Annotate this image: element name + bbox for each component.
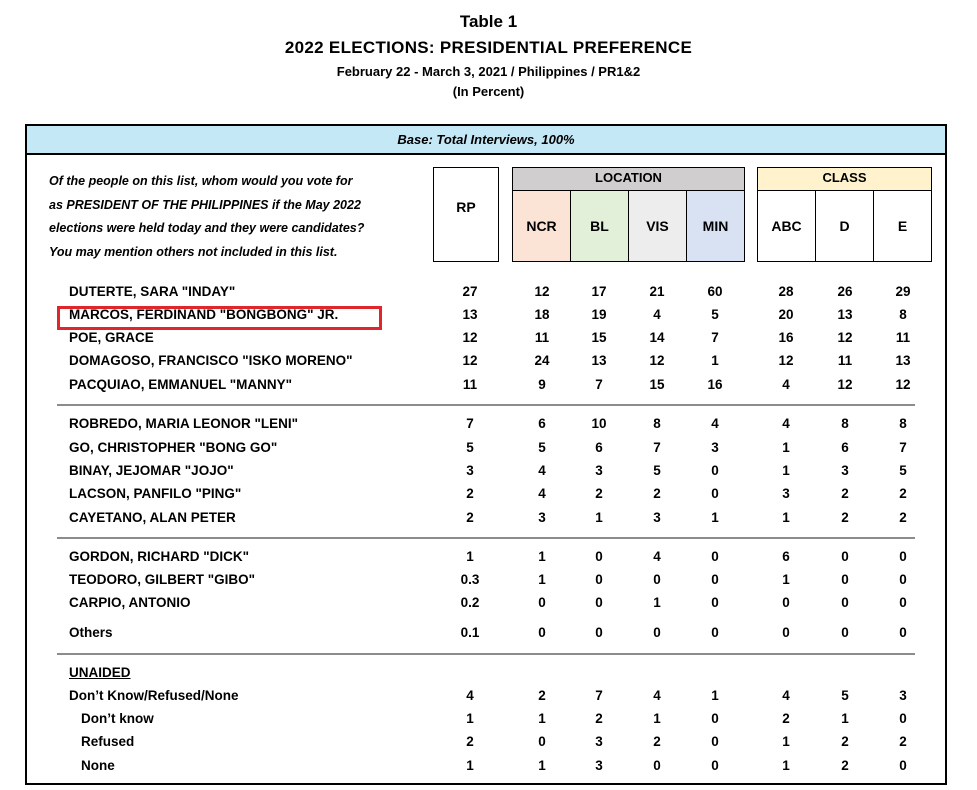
table-cell: 2 (899, 486, 907, 501)
highlight-box (57, 306, 382, 330)
table-cell: 0 (711, 625, 719, 640)
table-cell: 1 (782, 510, 790, 525)
table-cell: 7 (595, 377, 603, 392)
table-cell: 11 (895, 330, 911, 345)
table-cell: 8 (653, 416, 661, 431)
section-heading: UNAIDED (69, 665, 131, 680)
header-location-label: LOCATION (595, 170, 662, 185)
table-cell: 19 (591, 307, 607, 322)
table-cell: 18 (534, 307, 550, 322)
table-cell: 14 (649, 330, 665, 345)
table-cell: 1 (782, 572, 790, 587)
table-cell: 11 (837, 353, 853, 368)
table-cell: 27 (462, 284, 478, 299)
table-cell: 0 (653, 572, 661, 587)
table-cell: 21 (649, 284, 665, 299)
table-cell: 12 (778, 353, 794, 368)
row-label: LACSON, PANFILO "PING" (69, 486, 242, 501)
row-label: None (81, 758, 115, 773)
table-cell: 2 (595, 486, 603, 501)
table-cell: 5 (538, 440, 546, 455)
table-cell: 1 (711, 688, 719, 703)
header-abc (757, 190, 816, 262)
row-label: Refused (81, 734, 135, 749)
table-cell: 8 (899, 416, 907, 431)
table-cell: 0 (711, 758, 719, 773)
table-cell: 1 (653, 595, 661, 610)
table-cell: 20 (778, 307, 794, 322)
row-label: DUTERTE, SARA "INDAY" (69, 284, 236, 299)
table-cell: 2 (841, 758, 849, 773)
table-cell: 2 (466, 510, 474, 525)
table-cell: 1 (595, 510, 603, 525)
table-cell: 13 (837, 307, 853, 322)
question-line: as PRESIDENT OF THE PHILIPPINES if the May 2022 (49, 197, 361, 212)
header-d (815, 190, 874, 262)
header-vis-label: VIS (646, 218, 669, 234)
table-cell: 3 (653, 510, 661, 525)
row-label: CARPIO, ANTONIO (69, 595, 191, 610)
table-cell: 1 (538, 549, 546, 564)
header-ncr (512, 190, 571, 262)
table-cell: 4 (653, 688, 661, 703)
table-cell: 4 (653, 307, 661, 322)
table-cell: 4 (782, 416, 790, 431)
row-label: DOMAGOSO, FRANCISCO "ISKO MORENO" (69, 353, 353, 368)
table-cell: 8 (899, 307, 907, 322)
base-bar: Base: Total Interviews, 100% (27, 126, 945, 155)
header-min-label: MIN (702, 218, 729, 234)
table-cell: 12 (462, 330, 478, 345)
table-cell: 0 (711, 486, 719, 501)
table-cell: 0 (595, 595, 603, 610)
table-cell: 3 (841, 463, 849, 478)
table-cell: 0 (538, 734, 546, 749)
table-cell: 17 (591, 284, 607, 299)
row-label: Don’t Know/Refused/None (69, 688, 239, 703)
table-cell: 2 (538, 688, 546, 703)
table-cell: 3 (595, 463, 603, 478)
table-unit-note: (In Percent) (452, 84, 525, 99)
table-cell: 0 (595, 625, 603, 640)
table-cell: 3 (538, 510, 546, 525)
table-cell: 7 (595, 688, 603, 703)
table-cell: 7 (899, 440, 907, 455)
row-label: CAYETANO, ALAN PETER (69, 510, 236, 525)
table-cell: 0 (899, 758, 907, 773)
table-cell: 0 (711, 549, 719, 564)
table-cell: 0 (841, 549, 849, 564)
row-label: GO, CHRISTOPHER "BONG GO" (69, 440, 278, 455)
table-cell: 12 (534, 284, 550, 299)
table-cell: 0 (841, 572, 849, 587)
table-cell: 0 (841, 595, 849, 610)
table-cell: 0 (899, 711, 907, 726)
row-label: Others (69, 625, 113, 640)
table-cell: 2 (782, 711, 790, 726)
header-class-label: CLASS (822, 170, 867, 185)
table-cell: 0 (899, 572, 907, 587)
table-cell: 0 (538, 625, 546, 640)
table-title: 2022 ELECTIONS: PRESIDENTIAL PREFERENCE (284, 38, 693, 57)
header-abc-label: ABC (771, 218, 802, 234)
header-e (873, 190, 932, 262)
table-cell: 13 (462, 307, 478, 322)
table-cell: 4 (466, 688, 474, 703)
table-cell: 10 (591, 416, 607, 431)
header-bl (570, 190, 629, 262)
table-cell: 1 (711, 353, 719, 368)
table-cell: 1 (782, 758, 790, 773)
table-cell: 4 (538, 463, 546, 478)
table-subtitle: February 22 - March 3, 2021 / Philippines / PR1&2 (336, 64, 641, 79)
table-cell: 12 (837, 377, 853, 392)
table-cell: 29 (895, 284, 911, 299)
table-cell: 1 (466, 711, 474, 726)
table-cell: 1 (538, 572, 546, 587)
table-cell: 0 (653, 758, 661, 773)
table-cell: 5 (653, 463, 661, 478)
header-e-label: E (897, 218, 908, 234)
table-cell: 0 (782, 595, 790, 610)
table-cell: 3 (466, 463, 474, 478)
table-cell: 4 (782, 377, 790, 392)
row-label: Don’t know (81, 711, 154, 726)
table-cell: 4 (711, 416, 719, 431)
question-line: elections were held today and they were candidates? (49, 221, 365, 235)
table-cell: 7 (466, 416, 474, 431)
table-cell: 2 (899, 510, 907, 525)
table-cell: 6 (538, 416, 546, 431)
table-cell: 0.1 (460, 625, 480, 640)
table-cell: 0 (538, 595, 546, 610)
question-line: Of the people on this list, whom would you vote for (49, 174, 353, 188)
table-cell: 2 (841, 734, 849, 749)
table-cell: 3 (782, 486, 790, 501)
table-cell: 0.2 (460, 595, 480, 610)
header-d-label: D (839, 218, 850, 234)
header-class (757, 167, 932, 191)
table-cell: 2 (653, 486, 661, 501)
table-cell: 3 (595, 758, 603, 773)
table-cell: 4 (653, 549, 661, 564)
table-cell: 12 (895, 377, 911, 392)
table-cell: 2 (653, 734, 661, 749)
table-cell: 0 (653, 625, 661, 640)
table-cell: 16 (707, 377, 723, 392)
table-cell: 5 (466, 440, 474, 455)
table-cell: 8 (841, 416, 849, 431)
table-cell: 12 (649, 353, 665, 368)
table-cell: 0 (711, 572, 719, 587)
table-cell: 5 (711, 307, 719, 322)
table-cell: 6 (841, 440, 849, 455)
table-cell: 12 (837, 330, 853, 345)
table-cell: 0.3 (460, 572, 480, 587)
row-label: BINAY, JEJOMAR "JOJO" (69, 463, 234, 478)
row-label: MARCOS, FERDINAND "BONGBONG" JR. (69, 307, 339, 322)
table-cell: 2 (595, 711, 603, 726)
table-cell: 0 (595, 549, 603, 564)
table-cell: 7 (711, 330, 719, 345)
row-label: ROBREDO, MARIA LEONOR "LENI" (69, 416, 299, 431)
question-line: You may mention others not included in this list. (49, 244, 338, 259)
table-cell: 5 (841, 688, 849, 703)
row-label: GORDON, RICHARD "DICK" (69, 549, 250, 564)
table-cell: 16 (778, 330, 794, 345)
table-cell: 1 (653, 711, 661, 726)
table-number: Table 1 (459, 12, 518, 31)
table-cell: 0 (899, 625, 907, 640)
table-cell: 3 (711, 440, 719, 455)
table-cell: 2 (466, 486, 474, 501)
header-min (686, 190, 745, 262)
table-cell: 3 (899, 688, 907, 703)
header-bl-label: BL (590, 218, 609, 234)
table-cell: 0 (595, 572, 603, 587)
table-cell: 28 (778, 284, 794, 299)
table-cell: 6 (595, 440, 603, 455)
section-divider (57, 537, 915, 539)
table-cell: 4 (538, 486, 546, 501)
table-cell: 1 (782, 440, 790, 455)
table-cell: 60 (707, 284, 723, 299)
table-cell: 12 (462, 353, 478, 368)
table-cell: 1 (782, 734, 790, 749)
table-cell: 2 (899, 734, 907, 749)
table-cell: 0 (711, 463, 719, 478)
section-divider (57, 404, 915, 406)
table-cell: 2 (841, 486, 849, 501)
table-cell: 13 (895, 353, 911, 368)
table-cell: 15 (591, 330, 607, 345)
table-cell: 1 (711, 510, 719, 525)
header-vis (628, 190, 687, 262)
table-cell: 0 (711, 734, 719, 749)
row-label: PACQUIAO, EMMANUEL "MANNY" (69, 377, 293, 392)
header-rp (433, 167, 499, 262)
table-cell: 1 (841, 711, 849, 726)
table-cell: 1 (538, 758, 546, 773)
table-cell: 11 (462, 377, 478, 392)
table-cell: 0 (711, 711, 719, 726)
table-cell: 1 (538, 711, 546, 726)
section-divider (57, 653, 915, 655)
table-cell: 2 (841, 510, 849, 525)
table-cell: 1 (466, 549, 474, 564)
table-cell: 0 (711, 595, 719, 610)
row-label: TEODORO, GILBERT "GIBO" (69, 572, 256, 587)
table-cell: 1 (466, 758, 474, 773)
survey-question (49, 170, 429, 264)
table-cell: 3 (595, 734, 603, 749)
table-cell: 0 (841, 625, 849, 640)
table-cell: 9 (538, 377, 546, 392)
table-cell: 24 (534, 353, 550, 368)
table-cell: 5 (899, 463, 907, 478)
table-cell: 6 (782, 549, 790, 564)
table-cell: 4 (782, 688, 790, 703)
table-cell: 0 (899, 549, 907, 564)
table-cell: 11 (534, 330, 550, 345)
table-cell: 0 (899, 595, 907, 610)
table-cell: 2 (466, 734, 474, 749)
header-rp-label: RP (456, 198, 476, 215)
table-cell: 26 (837, 284, 853, 299)
row-label: POE, GRACE (69, 330, 154, 345)
table-cell: 0 (782, 625, 790, 640)
table-cell: 7 (653, 440, 661, 455)
header-location (512, 167, 745, 191)
table-cell: 15 (649, 377, 665, 392)
table-cell: 1 (782, 463, 790, 478)
table-cell: 13 (591, 353, 607, 368)
header-ncr-label: NCR (526, 218, 557, 234)
